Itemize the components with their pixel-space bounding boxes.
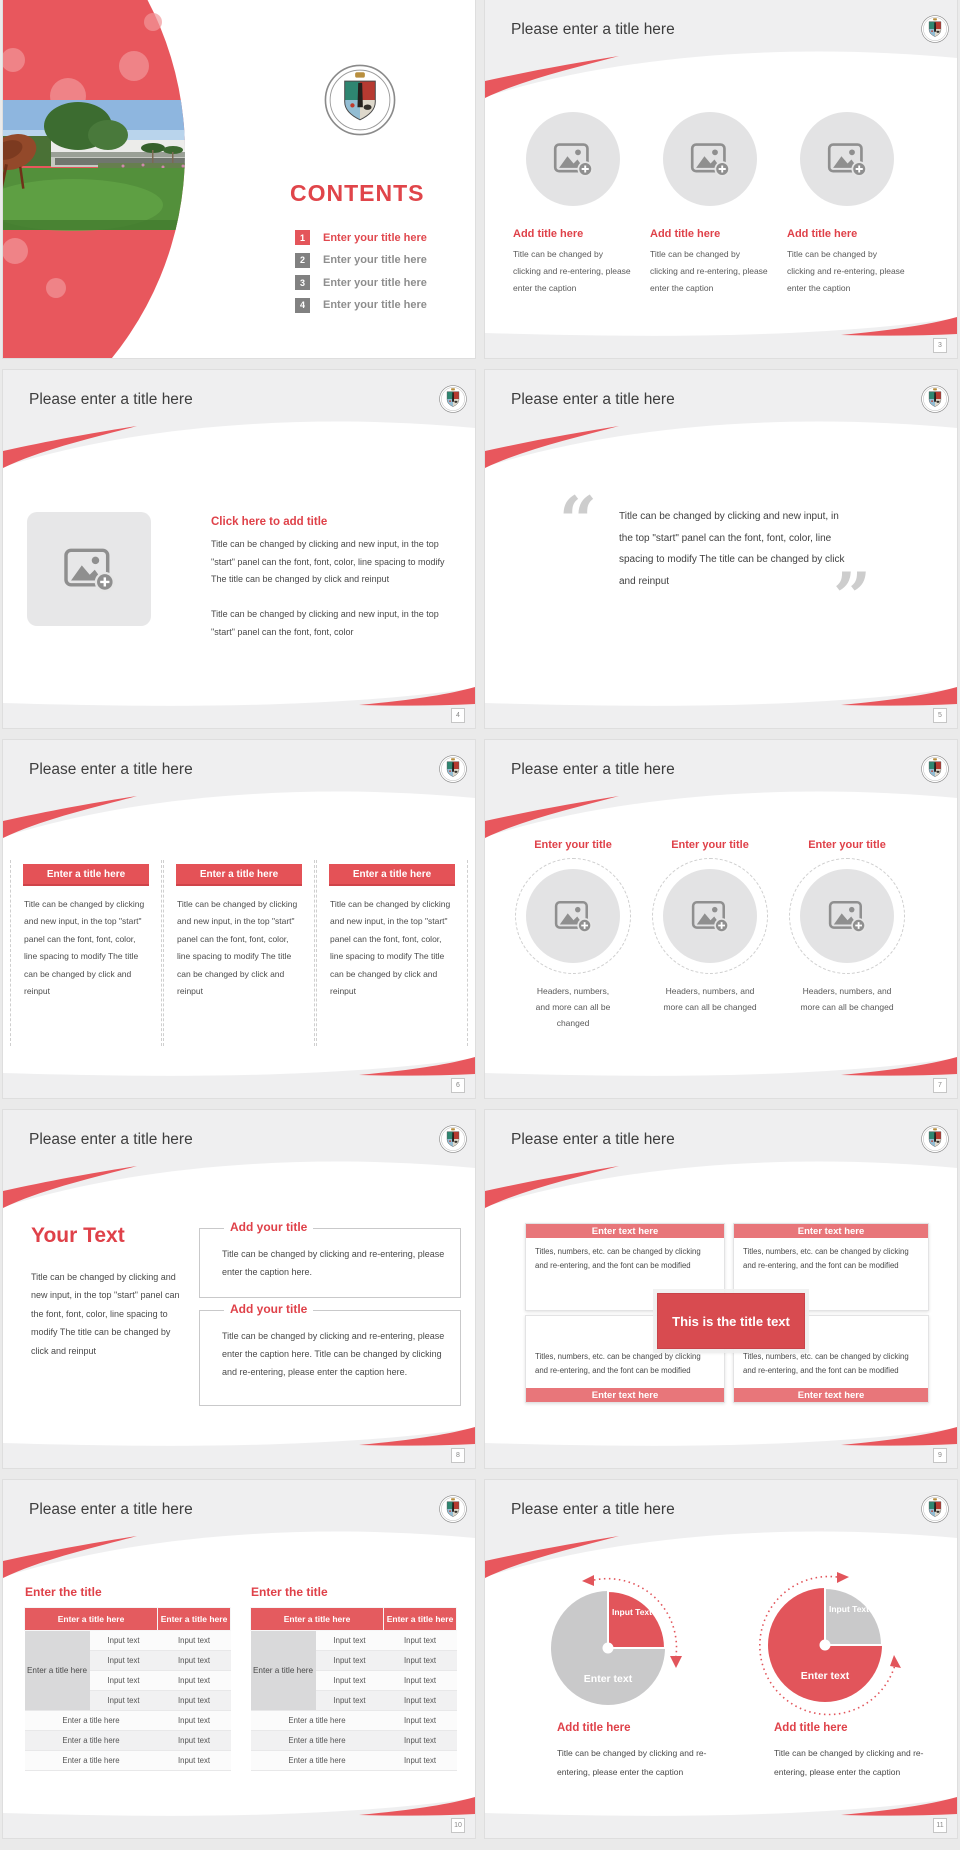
cell-bar: Enter text here (734, 1224, 928, 1238)
box-heading: Add your title (224, 1220, 313, 1234)
table-row-label: Enter a title here (251, 1751, 384, 1771)
table-header-cell: Enter a title here (25, 1608, 158, 1631)
slide-title: Please enter a title here (511, 761, 675, 778)
close-quote-icon: ” (833, 558, 871, 636)
page-number: 4 (451, 708, 465, 723)
table-cell: Input text (158, 1631, 231, 1651)
section-heading: Your Text (31, 1224, 125, 1247)
table-cell: Input text (384, 1651, 457, 1671)
table-header-cell: Enter a title here (384, 1608, 457, 1631)
item-heading: Add title here (787, 228, 858, 240)
table-header-cell: Enter a title here (251, 1608, 384, 1631)
item-heading: Enter your title (534, 839, 612, 851)
chart-caption: Title can be changed by clicking and re-entering, please enter the caption (774, 1748, 924, 1777)
slide-your-text[interactable] (3, 1110, 475, 1468)
image-placeholder[interactable] (663, 112, 757, 206)
table-cell: Input text (384, 1631, 457, 1651)
column-2 (163, 860, 315, 1046)
callout-box-1 (199, 1220, 461, 1298)
pie-slice-label: Input Text (612, 1607, 652, 1617)
item-heading: Enter your title (808, 839, 886, 851)
page-number: 6 (451, 1078, 465, 1093)
contents-item-4[interactable] (295, 298, 427, 313)
table-heading-2: Enter the title (251, 1585, 328, 1599)
column-1 (10, 860, 162, 1046)
table-cell: Input text (316, 1651, 384, 1671)
table-row-label: Enter a title here (25, 1751, 158, 1771)
table-cell: Input text (384, 1711, 457, 1731)
slide-three-circles[interactable] (485, 740, 957, 1098)
column-heading: Enter a title here (23, 864, 149, 886)
slide-title: Please enter a title here (511, 21, 675, 38)
image-placeholder[interactable] (800, 869, 894, 963)
table-heading-1: Enter the title (25, 1585, 102, 1599)
university-seal-logo (921, 1125, 949, 1153)
item-number-badge: 1 (295, 230, 310, 245)
chart-heading: Add title here (557, 1722, 631, 1734)
item-label: Enter your title here (323, 299, 427, 311)
table-header-cell: Enter a title here (158, 1608, 231, 1631)
paragraph-1: Title can be changed by clicking and new input, in the top "start" panel can the font, font, color, line spacing to modify The title can be changed by click and reinput (211, 539, 445, 585)
image-placeholder-icon (554, 899, 592, 933)
table-cell: Input text (316, 1691, 384, 1711)
table-cell: Input text (316, 1631, 384, 1651)
column-body: Title can be changed by clicking and new input, in the top "start" panel can the font, font, color, line spacing to modify The title can be changed by click and reinput (24, 899, 145, 997)
pie-center-label: Enter text (800, 1670, 850, 1682)
item-label: Enter your title here (323, 254, 427, 266)
cell-body: Titles, numbers, etc. can be changed by clicking and re-entering, and the font can be modified (535, 1352, 701, 1376)
paragraph-2: Title can be changed by clicking and new input, in the top "start" panel can the font, font, color (211, 609, 439, 637)
table-cell: Input text (158, 1691, 231, 1711)
page-number: 8 (451, 1448, 465, 1463)
cell-bar: Enter text here (526, 1224, 724, 1238)
slide-title: Please enter a title here (29, 1131, 193, 1148)
table-row-label: Enter a title here (25, 1731, 158, 1751)
item-heading: Add title here (650, 228, 721, 240)
university-seal-logo (439, 1495, 467, 1523)
open-quote-icon: “ (559, 482, 597, 560)
table-row-label: Enter a title here (251, 1731, 384, 1751)
university-seal-logo (921, 15, 949, 43)
item-number-badge: 4 (295, 298, 310, 313)
table-cell: Input text (384, 1731, 457, 1751)
item-heading: Enter your title (671, 839, 749, 851)
table-cell: Input text (158, 1651, 231, 1671)
dashed-ring (789, 858, 905, 974)
slide-pie-charts[interactable] (485, 1480, 957, 1838)
university-seal-logo (439, 1125, 467, 1153)
university-seal-logo (921, 385, 949, 413)
table-cell: Input text (384, 1751, 457, 1771)
contents-item-1[interactable] (295, 230, 427, 245)
table-cell: Input text (158, 1751, 231, 1771)
cell-bar: Enter text here (734, 1388, 928, 1402)
table-cell: Input text (384, 1691, 457, 1711)
circle-item-2 (650, 838, 770, 1016)
slide-three-photos[interactable] (485, 0, 957, 358)
slide-title: Please enter a title here (29, 391, 193, 408)
quote-text: Title can be changed by clicking and new input, in the top "start" panel can the font, font, color, line spacing to modify The title can be changed by click and reinput (619, 511, 845, 587)
image-placeholder-icon (690, 141, 730, 177)
cell-body: Titles, numbers, etc. can be changed by clicking and re-entering, and the font can be modified (743, 1247, 909, 1271)
table-row-label: Enter a title here (25, 1711, 158, 1731)
item-number-badge: 2 (295, 253, 310, 268)
column-body: Title can be changed by clicking and new input, in the top "start" panel can the font, font, color, line spacing to modify The title can be changed by click and reinput (330, 899, 451, 997)
item-caption: Title can be changed by clicking and re-entering, please enter the caption (650, 249, 768, 293)
section-heading: Click here to add title (211, 516, 328, 528)
photo-item-1 (513, 112, 633, 297)
image-placeholder[interactable] (27, 512, 151, 626)
center-title-box: This is the title text (657, 1293, 805, 1349)
slide-title: Please enter a title here (29, 1501, 193, 1518)
table-cell: Input text (384, 1671, 457, 1691)
page-number: 3 (933, 338, 947, 353)
page-number: 7 (933, 1078, 947, 1093)
circle-item-3 (787, 838, 907, 1016)
campus-photo (3, 100, 198, 231)
circle-item-1 (513, 838, 633, 1031)
dashed-ring (652, 858, 768, 974)
box-body: Title can be changed by clicking and re-entering, please enter the caption here. Title can be changed by clicking and re-entering, please enter the caption here. (222, 1331, 445, 1377)
column-body: Title can be changed by clicking and new input, in the top "start" panel can the font, font, color, line spacing to modify The title can be changed by click and reinput (177, 899, 298, 997)
table-side-label: Enter a title here (251, 1631, 316, 1711)
image-placeholder-icon (691, 899, 729, 933)
section-body: Title can be changed by clicking and new input, in the top "start" panel can the font, font, color, line spacing to modify The title can be changed by click and reinput (31, 1272, 180, 1356)
slide-title: Please enter a title here (511, 1131, 675, 1148)
image-placeholder[interactable] (800, 112, 894, 206)
university-seal-logo (439, 755, 467, 783)
slide-contents[interactable] (3, 0, 475, 358)
pie-chart-1 (530, 1570, 686, 1726)
slide-image-text[interactable] (3, 370, 475, 728)
table-cell: Input text (90, 1691, 158, 1711)
callout-box-2 (199, 1302, 461, 1406)
photo-item-2 (650, 112, 770, 297)
page-number: 9 (933, 1448, 947, 1463)
slide-title: Please enter a title here (29, 761, 193, 778)
contents-item-2[interactable] (295, 253, 427, 268)
university-seal-logo (921, 755, 949, 783)
data-table-1 (24, 1607, 231, 1771)
table-side-label: Enter a title here (25, 1631, 90, 1711)
image-placeholder-icon (827, 141, 867, 177)
chart-caption: Title can be changed by clicking and re-entering, please enter the caption (557, 1748, 707, 1777)
image-placeholder[interactable] (526, 112, 620, 206)
slide-title: Please enter a title here (511, 1501, 675, 1518)
image-placeholder[interactable] (663, 869, 757, 963)
pie-chart-2 (747, 1567, 903, 1723)
column-heading: Enter a title here (176, 864, 302, 886)
pie-center-label: Enter text (583, 1673, 633, 1685)
item-number-badge: 3 (295, 275, 310, 290)
table-row-label: Enter a title here (251, 1711, 384, 1731)
item-caption: Headers, numbers, and more can all be changed (663, 986, 757, 1013)
item-heading: Add title here (513, 228, 584, 240)
data-table-2 (250, 1607, 457, 1771)
slide-tables[interactable] (3, 1480, 475, 1838)
university-seal-logo (439, 385, 467, 413)
item-caption: Headers, numbers, and more can all be changed (535, 986, 611, 1028)
table-cell: Input text (90, 1631, 158, 1651)
column-heading: Enter a title here (329, 864, 455, 886)
cell-bar: Enter text here (526, 1388, 724, 1402)
contents-list (295, 230, 427, 320)
contents-heading: CONTENTS (290, 180, 425, 206)
slide-title: Please enter a title here (511, 391, 675, 408)
item-caption: Headers, numbers, and more can all be changed (800, 986, 894, 1013)
table-cell: Input text (90, 1651, 158, 1671)
table-cell: Input text (90, 1671, 158, 1691)
cell-body: Titles, numbers, etc. can be changed by clicking and re-entering, and the font can be modified (535, 1247, 701, 1271)
photo-item-3 (787, 112, 907, 297)
slide-quote[interactable] (485, 370, 957, 728)
item-label: Enter your title here (323, 231, 427, 244)
cell-body: Titles, numbers, etc. can be changed by clicking and re-entering, and the font can be modified (743, 1352, 909, 1376)
table-cell: Input text (158, 1731, 231, 1751)
slide-three-columns[interactable] (3, 740, 475, 1098)
image-placeholder-icon (63, 546, 115, 592)
page-number: 10 (451, 1818, 465, 1833)
image-placeholder-icon (553, 141, 593, 177)
university-seal-logo (921, 1495, 949, 1523)
page-number: 5 (933, 708, 947, 723)
table-cell: Input text (316, 1671, 384, 1691)
table-cell: Input text (158, 1711, 231, 1731)
item-label: Enter your title here (323, 276, 427, 289)
chart-heading: Add title here (774, 1722, 848, 1734)
box-body: Title can be changed by clicking and re-entering, please enter the caption here. (222, 1249, 445, 1277)
pie-slice-label: Input Text (829, 1604, 869, 1614)
dashed-ring (515, 858, 631, 974)
box-heading: Add your title (224, 1302, 313, 1316)
table-cell: Input text (158, 1671, 231, 1691)
university-seal-logo (324, 64, 396, 136)
item-caption: Title can be changed by clicking and re-entering, please enter the caption (787, 249, 905, 293)
item-caption: Title can be changed by clicking and re-entering, please enter the caption (513, 249, 631, 293)
page-number: 11 (933, 1818, 947, 1833)
image-placeholder-icon (828, 899, 866, 933)
contents-item-3[interactable] (295, 275, 427, 290)
slide-matrix[interactable] (485, 1110, 957, 1468)
image-placeholder[interactable] (526, 869, 620, 963)
column-3 (316, 860, 468, 1046)
